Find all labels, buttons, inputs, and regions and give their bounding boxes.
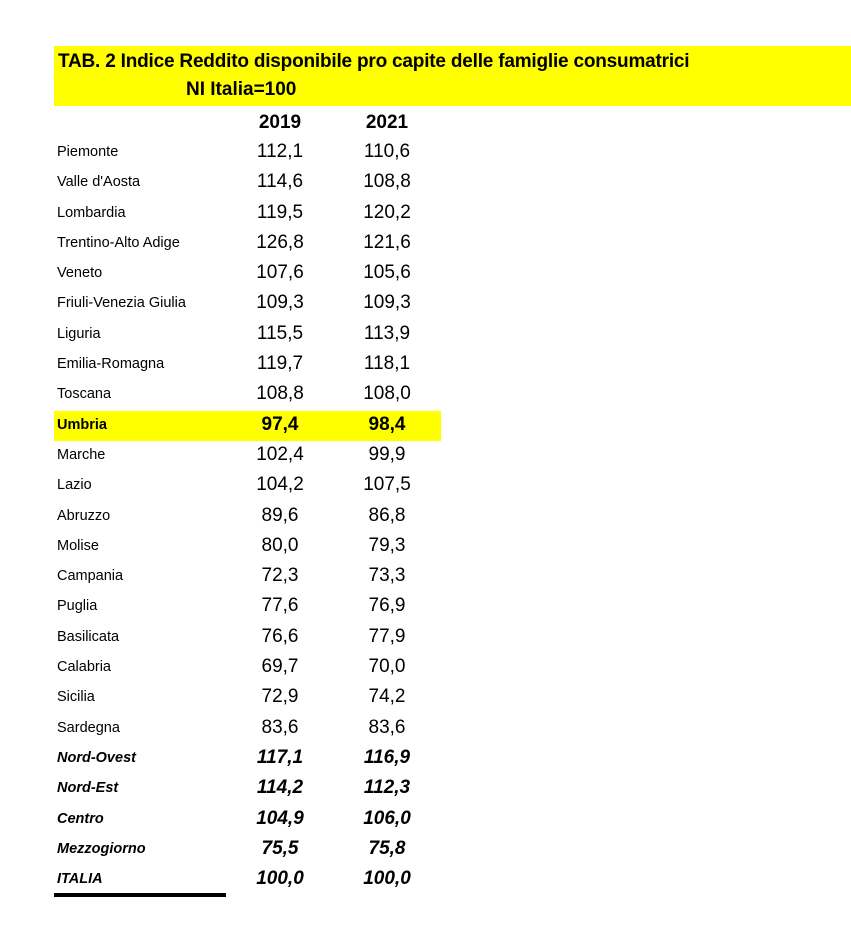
table-row (0, 774, 851, 804)
value-2021: 83,6 (368, 716, 406, 738)
table-row (0, 653, 851, 683)
value-2021: 110,6 (363, 141, 411, 162)
column-header-2021: 2021 (365, 112, 409, 133)
table-row (0, 320, 851, 350)
value-2021: 112,3 (363, 777, 411, 799)
row-label: Nord-Est (57, 780, 119, 797)
value-2019: 77,6 (261, 595, 299, 617)
value-2019: 75,5 (261, 837, 299, 859)
value-2019: 104,9 (256, 807, 304, 829)
column-header-2019: 2019 (258, 112, 302, 133)
value-2019: 119,7 (256, 353, 304, 375)
table-row (0, 259, 851, 289)
row-label: Umbria (57, 416, 107, 433)
value-2021: 105,6 (363, 262, 411, 284)
table-row (0, 835, 851, 865)
row-label: Nord-Ovest (57, 749, 136, 766)
value-2019: 119,5 (256, 201, 304, 223)
table-row (0, 471, 851, 501)
row-label: Molise (57, 537, 99, 554)
row-label: Veneto (57, 265, 103, 282)
row-label: ITALIA (57, 871, 103, 888)
row-label: Mezzogiorno (57, 840, 146, 857)
row-label: Puglia (57, 598, 98, 615)
value-2019: 76,6 (261, 625, 299, 647)
table-row (0, 289, 851, 319)
value-2019: 115,5 (256, 322, 304, 344)
table-title: TAB. 2 Indice Reddito disponibile pro capite delle famiglie consumatrici (58, 51, 690, 72)
table-row (0, 441, 851, 471)
row-label: Trentino-Alto Adige (57, 234, 180, 251)
table-row (0, 138, 851, 168)
value-2019: 72,9 (261, 686, 299, 708)
row-label: Emilia-Romagna (57, 356, 165, 373)
value-2019: 114,2 (256, 777, 304, 799)
value-2019: 72,3 (261, 565, 299, 587)
value-2021: 75,8 (368, 837, 406, 859)
value-2021: 118,1 (363, 353, 411, 375)
table-row (0, 592, 851, 622)
value-2021: 86,8 (368, 504, 406, 526)
table-row (0, 199, 851, 229)
row-label: Calabria (57, 659, 111, 676)
table-row (0, 683, 851, 713)
value-2019: 100,0 (256, 868, 304, 890)
table-row (0, 168, 851, 198)
bottom-rule (54, 893, 226, 897)
value-2021: 77,9 (368, 625, 406, 647)
value-2019: 97,4 (261, 413, 299, 435)
value-2021: 107,5 (363, 474, 411, 496)
value-2021: 113,9 (363, 322, 411, 344)
row-label: Piemonte (57, 144, 119, 160)
table-row (0, 350, 851, 380)
value-2019: 114,6 (256, 171, 304, 193)
value-2021: 79,3 (368, 534, 406, 556)
value-2021: 98,4 (368, 413, 406, 435)
value-2021: 70,0 (368, 656, 406, 678)
row-label: Valle d'Aosta (57, 174, 141, 191)
table-row (0, 865, 851, 895)
row-label: Marche (57, 446, 106, 463)
value-2019: 104,2 (256, 474, 304, 496)
value-2021: 121,6 (363, 231, 411, 253)
table-row (0, 805, 851, 835)
value-2019: 108,8 (256, 383, 304, 405)
table-row (0, 714, 851, 744)
table-row (0, 744, 851, 774)
row-label: Abruzzo (57, 507, 111, 524)
table-row (0, 229, 851, 259)
value-2021: 120,2 (363, 201, 411, 223)
value-2021: 99,9 (368, 443, 406, 465)
row-label: Sardegna (57, 719, 120, 736)
value-2021: 108,8 (363, 171, 411, 193)
row-label: Friuli-Venezia Giulia (57, 295, 186, 312)
row-label: Campania (57, 568, 124, 585)
value-2021: 106,0 (363, 807, 411, 829)
table-row (0, 411, 851, 441)
table-subtitle: NI Italia=100 (186, 79, 297, 100)
row-label: Lombardia (57, 204, 126, 221)
value-2019: 89,6 (261, 504, 299, 526)
value-2021: 108,0 (363, 383, 411, 405)
row-label: Toscana (57, 386, 112, 403)
table-title-band (54, 46, 851, 106)
value-2021: 74,2 (368, 686, 406, 708)
row-label: Basilicata (57, 628, 120, 645)
row-label: Centro (57, 810, 104, 827)
value-2019: 117,1 (256, 746, 304, 768)
value-2019: 83,6 (261, 716, 299, 738)
table-row (0, 380, 851, 410)
row-label: Lazio (57, 477, 92, 494)
row-label: Liguria (57, 325, 101, 342)
value-2019: 126,8 (256, 231, 304, 253)
table-row (0, 623, 851, 653)
value-2019: 107,6 (256, 262, 304, 284)
value-2021: 109,3 (363, 292, 411, 314)
table-row (0, 532, 851, 562)
value-2019: 102,4 (256, 443, 304, 465)
value-2021: 100,0 (363, 868, 411, 890)
value-2019: 109,3 (256, 292, 304, 314)
table-row (0, 502, 851, 532)
value-2021: 76,9 (368, 595, 406, 617)
data-table-body (0, 138, 851, 895)
table-row (0, 562, 851, 592)
value-2021: 73,3 (368, 565, 406, 587)
value-2019: 69,7 (261, 656, 299, 678)
row-label: Sicilia (57, 689, 95, 706)
value-2019: 112,1 (256, 141, 304, 162)
value-2021: 116,9 (363, 746, 411, 768)
value-2019: 80,0 (261, 534, 299, 556)
